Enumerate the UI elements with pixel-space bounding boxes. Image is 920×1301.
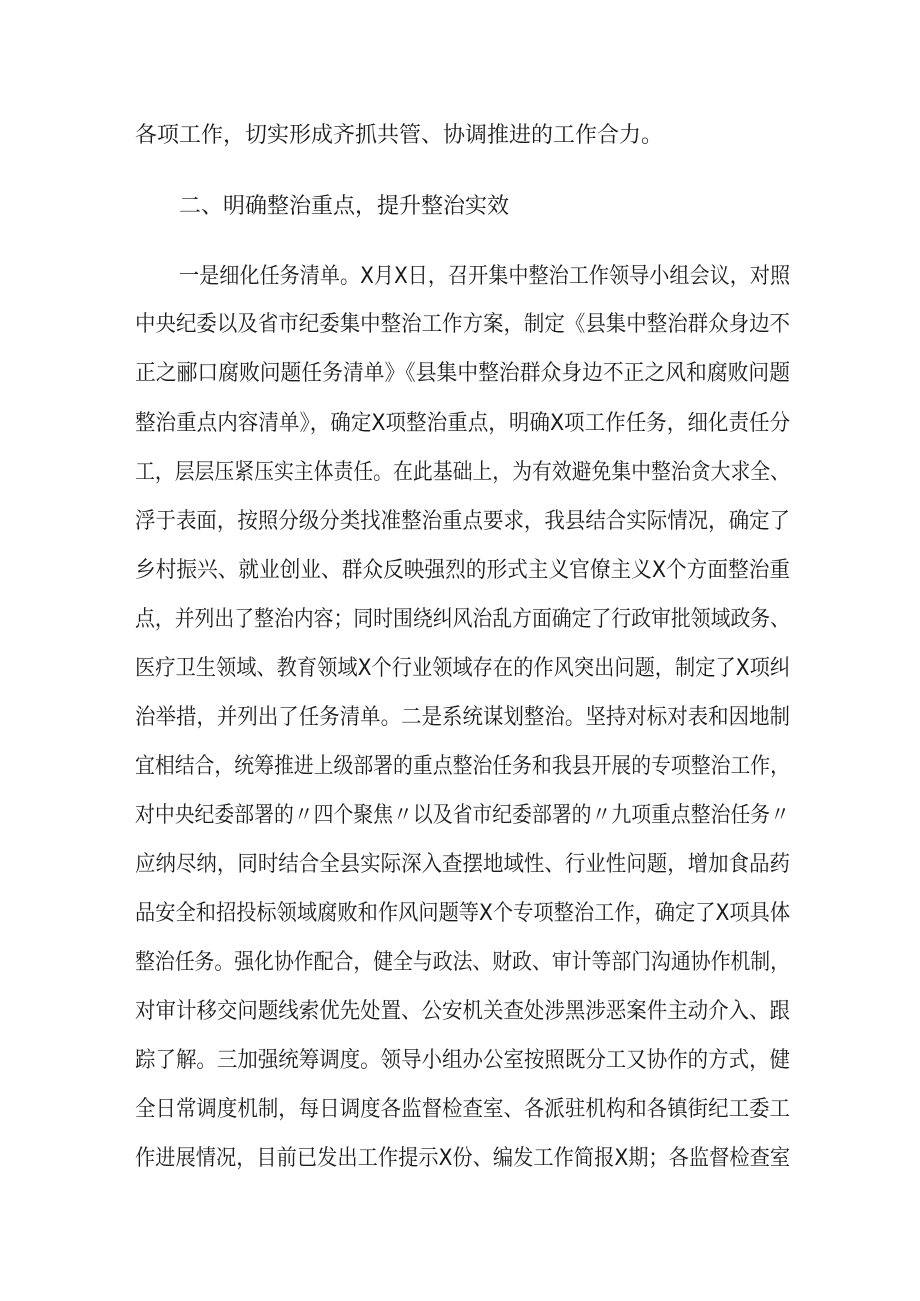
text-line: 工，层层压紧压实主体责任。在此基础上，为有效避免集中整治贪大求全、 <box>135 460 791 485</box>
section-heading: 二、明确整治重点，提升整治实效 <box>179 194 510 219</box>
text-line: 对中央纪委部署的〃四个聚焦〃以及省市纪委部署的〃九项重点整治任务〃 <box>135 803 791 828</box>
text-line: 应纳尽纳，同时结合全县实际深入查摆地域性、行业性问题，增加食品药 <box>135 852 791 877</box>
text-line: 整治重点内容清单》，确定X项整治重点，明确X项工作任务，细化责任分 <box>135 411 791 436</box>
text-line: 品安全和招投标领域腐败和作风问题等X个专项整治工作，确定了X项具体 <box>135 901 791 926</box>
text-line: 全日常调度机制，每日调度各监督检查室、各派驻机构和各镇街纪工委工 <box>135 1097 791 1122</box>
text-line: 中央纪委以及省市纪委集中整治工作方案，制定《县集中整治群众身边不 <box>135 312 791 337</box>
text-line: 乡村振兴、就业创业、群众反映强烈的形式主义官僚主义X个方面整治重 <box>135 558 791 583</box>
text-line: 正之郦口腐败问题任务清单》《县集中整治群众身边不正之风和腐败问题 <box>135 361 791 386</box>
text-line: 宜相结合，统筹推进上级部署的重点整治任务和我县开展的专项整治工作， <box>135 754 791 779</box>
text-line: 医疗卫生领域、教育领域X个行业领域存在的作风突出问题，制定了X项纠 <box>135 656 791 681</box>
text-line: 点，并列出了整治内容；同时围绕纠风治乱方面确定了行政审批领域政务、 <box>135 607 791 632</box>
paragraph-first-line: 一是细化任务清单。X月X日，召开集中整治工作领导小组会议，对照 <box>179 264 791 289</box>
text-line: 各项工作，切实形成齐抓共管、协调推进的工作合力。 <box>135 123 664 148</box>
text-line: 踪了解。三加强统筹调度。领导小组办公室按照既分工又协作的方式，健 <box>135 1048 791 1073</box>
text-line: 浮于表面，按照分级分类找准整治重点要求，我县结合实际情况，确定了 <box>135 509 791 534</box>
text-line: 整治任务。强化协作配合，健全与政法、财政、审计等部门沟通协作机制， <box>135 950 791 975</box>
text-line: 对审计移交问题线索优先处置、公安机关查处涉黑涉恶案件主动介入、跟 <box>135 999 791 1024</box>
text-line: 作进展情况，目前已发出工作提示X份、编发工作简报X期；各监督检查室 <box>135 1146 791 1171</box>
text-line: 治举措，并列出了任务清单。二是系统谋划整治。坚持对标对表和因地制 <box>135 705 791 730</box>
